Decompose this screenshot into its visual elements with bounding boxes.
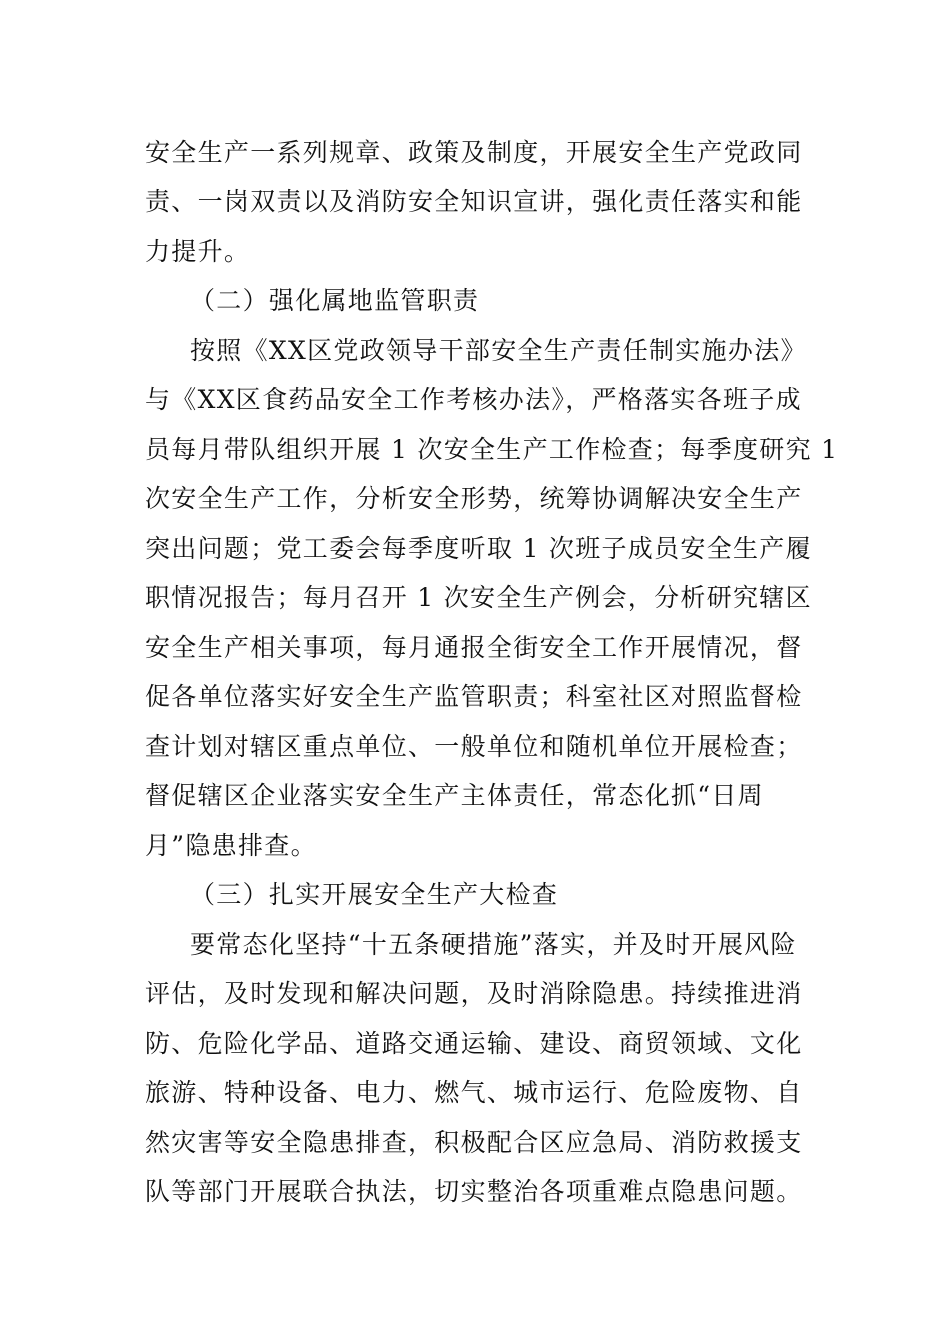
body-text-line: 评估，及时发现和解决问题，及时消除隐患。持续推进消: [145, 979, 803, 1008]
body-text-line: 安全生产一系列规章、政策及制度，开展安全生产党政同: [145, 138, 803, 167]
body-text-line: 责、一岗双责以及消防安全知识宣讲，强化责任落实和能: [145, 187, 803, 216]
paragraph-first-line: 按照《XX区党政领导干部安全生产责任制实施办法》: [190, 336, 807, 365]
body-text-line: 月”隐患排查。: [145, 831, 317, 860]
body-text-line: 员每月带队组织开展 1 次安全生产工作检查；每季度研究 1: [145, 435, 839, 464]
paragraph-first-line: 要常态化坚持“十五条硬措施”落实，并及时开展风险: [190, 930, 797, 959]
body-text-line: 力提升。: [145, 237, 251, 266]
body-text-line: 防、危险化学品、道路交通运输、建设、商贸领域、文化: [145, 1029, 803, 1058]
body-text-line: 队等部门开展联合执法，切实整治各项重难点隐患问题。: [145, 1177, 803, 1206]
body-text-line: 与《XX区食药品安全工作考核办法》，严格落实各班子成: [145, 385, 802, 414]
section-heading-2: （二）强化属地监管职责: [190, 286, 480, 315]
body-text-line: 职情况报告；每月召开 1 次安全生产例会，分析研究辖区: [145, 583, 812, 612]
body-text-line: 督促辖区企业落实安全生产主体责任，常态化抓“日周: [145, 781, 764, 810]
body-text-line: 次安全生产工作，分析安全形势，统筹协调解决安全生产: [145, 484, 803, 513]
body-text-line: 查计划对辖区重点单位、一般单位和随机单位开展检查；: [145, 732, 803, 761]
body-text-line: 安全生产相关事项，每月通报全街安全工作开展情况，督: [145, 633, 803, 662]
body-text-line: 旅游、特种设备、电力、燃气、城市运行、危险废物、自: [145, 1078, 803, 1107]
body-text-line: 促各单位落实好安全生产监管职责；科室社区对照监督检: [145, 682, 803, 711]
body-text-line: 然灾害等安全隐患排查，积极配合区应急局、消防救援支: [145, 1128, 803, 1157]
body-text-line: 突出问题；党工委会每季度听取 1 次班子成员安全生产履: [145, 534, 812, 563]
section-heading-3: （三）扎实开展安全生产大检查: [190, 880, 559, 909]
